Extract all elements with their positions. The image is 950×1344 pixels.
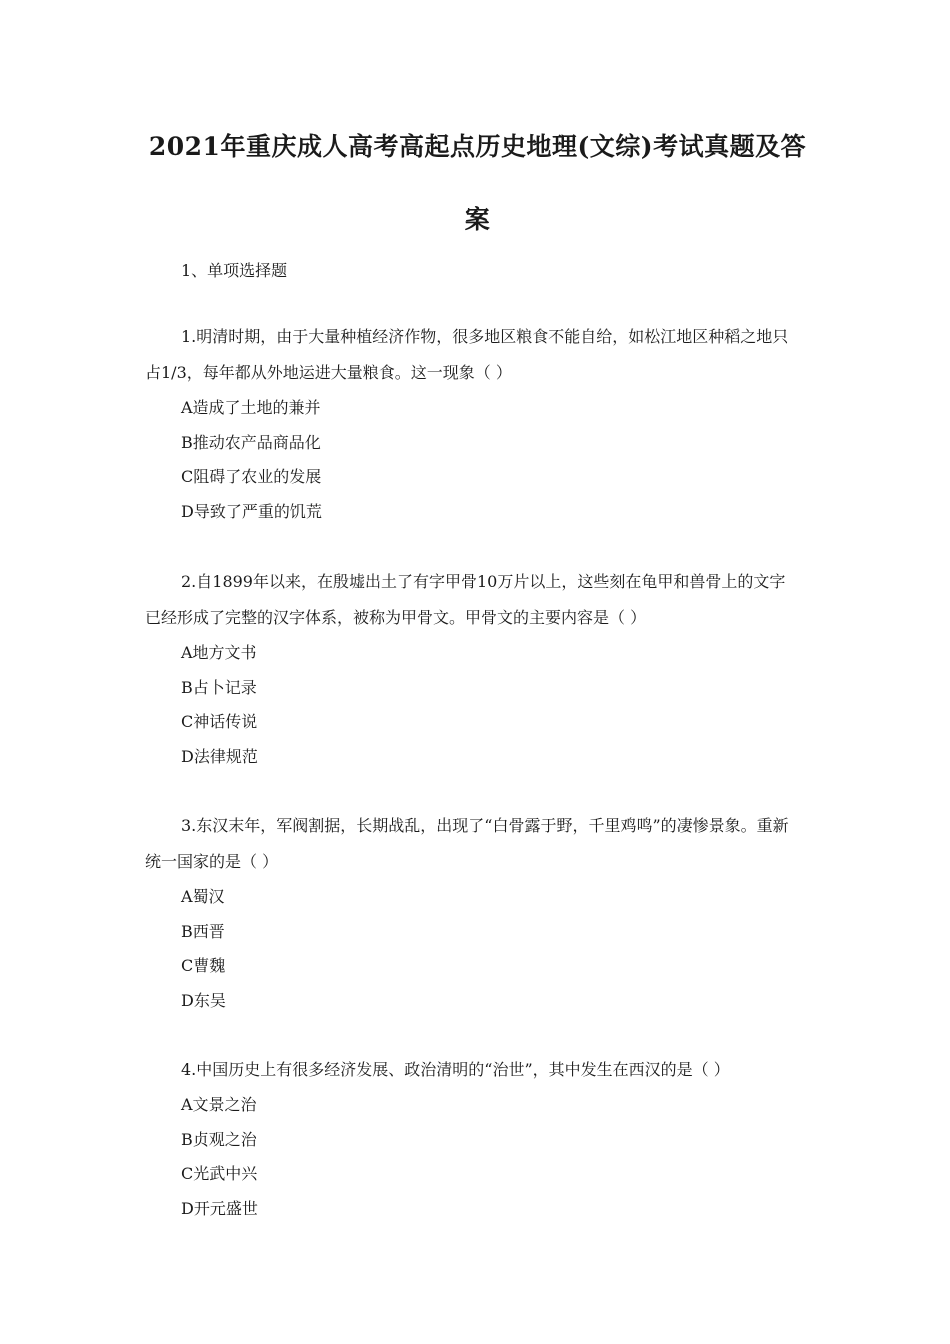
question-4-option-c: C光武中兴	[181, 1164, 258, 1183]
question-4-option-b: B贞观之治	[181, 1129, 257, 1149]
question-1-stem-line-2: 占1/3，每年都从外地运进大量粮食。这一现象（ ）	[145, 363, 512, 382]
question-2-option-b: B占卜记录	[181, 677, 257, 697]
question-4-option-d: D开元盛世	[181, 1198, 258, 1218]
question-1-stem-line-1: 1.明清时期，由于大量种植经济作物，很多地区粮食不能自给，如松江地区种稻之地只	[181, 327, 789, 346]
question-2	[145, 564, 810, 774]
question-3-option-c: C曹魏	[181, 956, 226, 975]
question-3-option-b: B西晋	[181, 921, 225, 941]
question-1-option-d: D导致了严重的饥荒	[181, 501, 322, 521]
question-1-option-c: C阻碍了农业的发展	[181, 467, 322, 486]
question-1-stem	[145, 319, 810, 391]
question-1-option-b: B推动农产品商品化	[181, 432, 321, 452]
question-3-stem-line-2: 统一国家的是（ ）	[145, 852, 279, 871]
section-heading: 1、单项选择题	[181, 261, 288, 280]
question-4-stem-line-1: 4.中国历史上有很多经济发展、政治清明的“治世”，其中发生在西汉的是（ ）	[181, 1060, 730, 1079]
question-2-option-a: A地方文书	[181, 643, 257, 662]
question-2-option-c: C神话传说	[181, 712, 258, 731]
question-3-option-d: D东吴	[181, 990, 226, 1010]
question-3	[145, 808, 810, 1018]
question-4	[145, 1052, 810, 1226]
question-3-stem-line-1: 3.东汉末年，军阀割据，长期战乱，出现了“白骨露于野，千里鸡鸣”的凄惨景象。重新	[181, 816, 789, 835]
question-1-option-a: A造成了土地的兼并	[181, 398, 321, 417]
question-4-option-a: A文景之治	[181, 1095, 257, 1114]
question-3-stem	[145, 808, 810, 880]
question-2-option-d: D法律规范	[181, 746, 258, 766]
document-title-line-2: 案	[464, 205, 491, 234]
question-2-stem-line-1: 2.自1899年以来，在殷墟出土了有字甲骨10万片以上，这些刻在龟甲和兽骨上的文字	[181, 572, 786, 591]
document-title-line-1: 2021年重庆成人高考高起点历史地理(文综)考试真题及答	[148, 132, 807, 161]
question-2-stem-line-2: 已经形成了完整的汉字体系，被称为甲骨文。甲骨文的主要内容是（ ）	[145, 608, 647, 627]
question-2-stem	[145, 564, 810, 636]
question-1	[145, 319, 810, 529]
question-3-option-a: A蜀汉	[181, 887, 225, 906]
question-4-stem	[145, 1052, 810, 1088]
